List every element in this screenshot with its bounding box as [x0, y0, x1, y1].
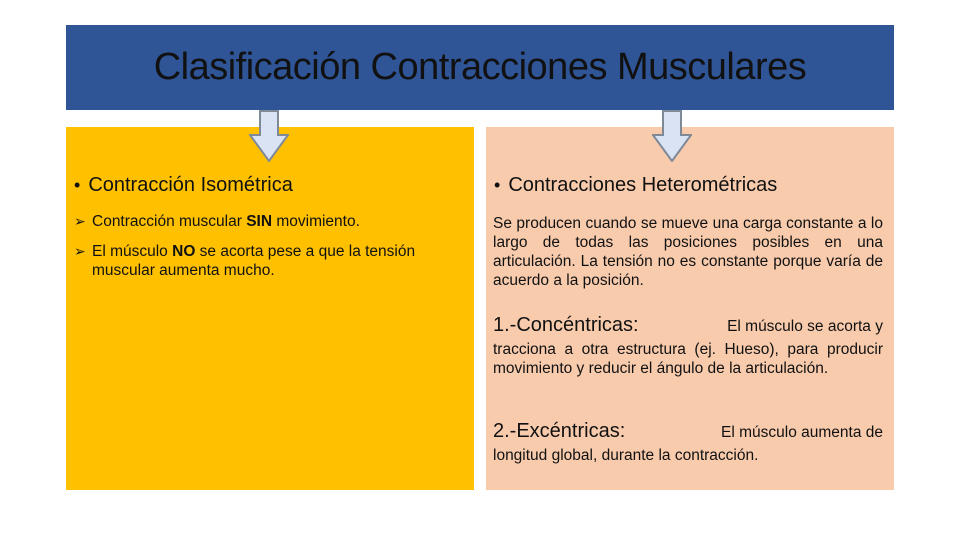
- eccentric-lead: El músculo aumenta de: [721, 424, 883, 441]
- list-item: [74, 212, 466, 231]
- bullet-icon: •: [74, 175, 81, 195]
- heterometric-heading: [494, 174, 777, 197]
- eccentric-block: [493, 418, 883, 465]
- title-bar: [66, 25, 894, 110]
- down-arrow-icon: [249, 110, 289, 162]
- bullet-icon: •: [494, 175, 501, 195]
- concentric-block: [493, 312, 883, 378]
- concentric-lead: El músculo se acorta y: [727, 318, 883, 335]
- down-arrow-icon: [652, 110, 692, 162]
- concentric-title: 1.-Concéntricas:: [493, 314, 639, 336]
- isometric-heading-text: Contracción Isométrica: [88, 174, 293, 196]
- slide-title: Clasificación Contracciones Musculares: [153, 46, 807, 88]
- isometric-list: [74, 212, 466, 291]
- list-item-text: El músculo NO se acorta pese a que la tensión muscular aumenta mucho.: [92, 243, 416, 279]
- heterometric-description: Se producen cuando se mueve una carga constante a lo largo de todas las posiciones posibles en una articulación. La tensión no es constante porque varía de acuerdo a la posición.: [493, 215, 883, 289]
- arrowhead-bullet-icon: ➢: [74, 213, 86, 229]
- heterometric-heading-text: Contracciones Heterométricas: [508, 174, 778, 196]
- concentric-first-line: [493, 312, 883, 340]
- eccentric-first-line: [493, 418, 883, 446]
- concentric-description: tracciona a otra estructura (ej. Hueso), para producir movimiento y reducir el ángulo de la articulación.: [493, 341, 883, 377]
- list-item-text: Contracción muscular SIN movimiento.: [92, 213, 360, 230]
- isometric-heading: [74, 174, 293, 197]
- eccentric-title: 2.-Excéntricas:: [493, 420, 626, 442]
- arrowhead-bullet-icon: ➢: [74, 243, 86, 259]
- list-item: [74, 242, 466, 280]
- eccentric-description: longitud global, durante la contracción.: [493, 447, 759, 464]
